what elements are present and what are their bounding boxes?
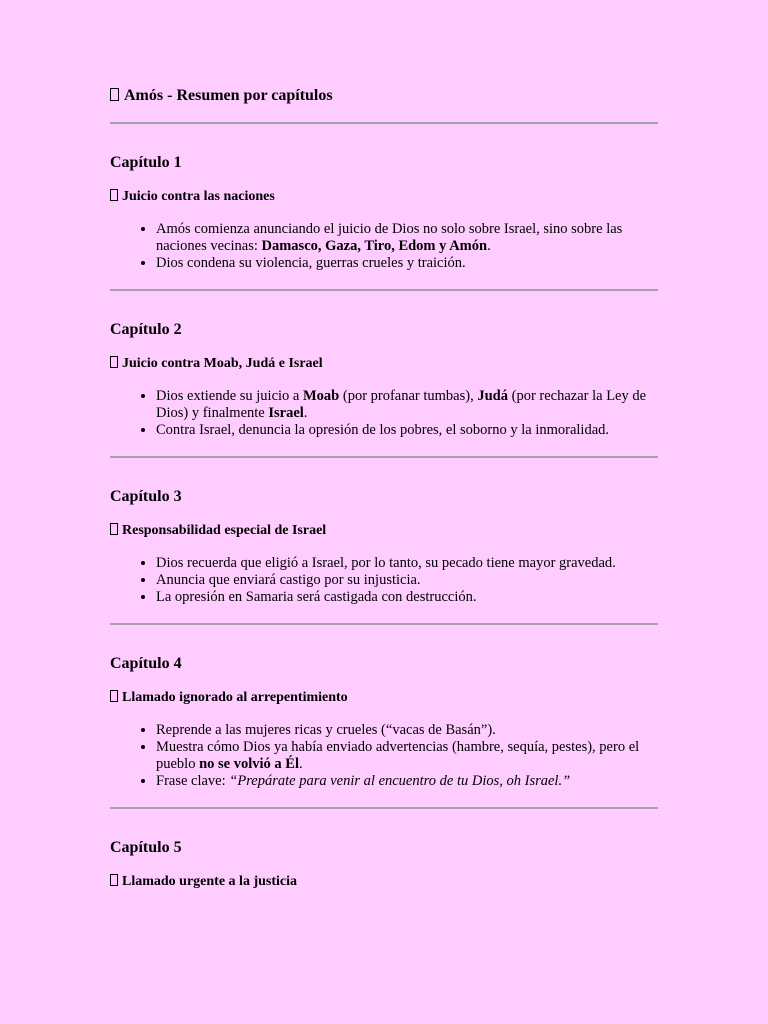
section-heading: [110, 689, 658, 707]
bullet-text: La opresión en Samaria será castigada con destrucción.: [156, 589, 477, 605]
bullet-text: Dios recuerda que eligió a Israel, por lo tanto, su pecado tiene mayor gravedad.: [156, 555, 616, 571]
bullet-item: [156, 739, 658, 773]
bullet-item: [156, 221, 658, 255]
chapter-heading: Capítulo 3: [110, 488, 182, 505]
bullet-item: [156, 773, 658, 790]
italic-text: “Prepárate para venir al encuentro de tu Dios, oh Israel.”: [229, 773, 571, 789]
bullet-text: .: [487, 238, 491, 254]
document-content: [110, 84, 658, 891]
bullet-text: .: [303, 405, 308, 421]
missing-glyph-icon: [110, 874, 118, 886]
section-heading: [110, 188, 658, 206]
missing-glyph-icon: [110, 189, 118, 201]
section-heading: [110, 355, 658, 373]
bullet-text: Anuncia que enviará castigo por su injusticia.: [156, 572, 421, 588]
chapter-heading: Capítulo 5: [110, 839, 182, 856]
missing-glyph-icon: [110, 356, 118, 368]
bullet-list: [110, 388, 658, 439]
bold-text: no se volvió a Él: [199, 756, 299, 772]
bullet-text: (por rechazar la Ley de Dios) y finalmente: [156, 388, 647, 421]
bullet-item: [156, 388, 658, 422]
chapter-heading: Capítulo 2: [110, 321, 182, 338]
bold-text: Judá: [477, 388, 508, 404]
section-heading-text: Juicio contra las naciones: [122, 189, 275, 204]
bullet-list: [110, 555, 658, 606]
bullet-item: [156, 422, 658, 439]
section-heading: [110, 522, 658, 540]
bullet-text: Muestra cómo Dios ya había enviado advertencias (hambre, sequía, pestes), pero el pueblo: [156, 739, 640, 772]
bullet-list: [110, 722, 658, 790]
bold-text: Moab: [302, 388, 340, 404]
bullet-text: Dios condena su violencia, guerras crueles y traición.: [156, 255, 466, 271]
bullet-text: Frase clave:: [156, 773, 230, 789]
missing-glyph-icon: [110, 88, 119, 101]
section-heading-text: Responsabilidad especial de Israel: [122, 523, 327, 538]
bullet-item: [156, 555, 658, 572]
bullet-text: Amós comienza anunciando el juicio de Dios no solo sobre Israel, sino sobre las naciones vecinas:: [156, 221, 623, 254]
bullet-text: .: [299, 756, 303, 772]
bold-text: Damasco, Gaza, Tiro, Edom y Amón: [261, 238, 488, 254]
bold-text: Israel: [268, 405, 304, 421]
bullet-text: Dios extiende su juicio a: [156, 388, 303, 404]
bullet-text: Contra Israel, denuncia la opresión de los pobres, el soborno y la inmoralidad.: [156, 422, 610, 438]
bullet-item: [156, 572, 658, 589]
section-heading-text: Juicio contra Moab, Judá e Israel: [122, 356, 323, 371]
bullet-item: [156, 589, 658, 606]
bullet-item: [156, 722, 658, 739]
bullet-text: (por profanar tumbas),: [339, 388, 478, 404]
bullet-list: [110, 221, 658, 272]
missing-glyph-icon: [110, 690, 118, 702]
section-heading-text: Llamado urgente a la justicia: [122, 874, 297, 889]
section-heading-text: Llamado ignorado al arrepentimiento: [122, 690, 348, 705]
bullet-text: Reprende a las mujeres ricas y crueles (“vacas de Basán”).: [156, 722, 496, 738]
document-title-text: Amós - Resumen por capítulos: [124, 87, 333, 104]
document-title: [110, 84, 658, 108]
chapter-heading: Capítulo 4: [110, 655, 182, 672]
missing-glyph-icon: [110, 523, 118, 535]
chapter-heading: Capítulo 1: [110, 154, 182, 171]
bullet-item: [156, 255, 658, 272]
section-heading: [110, 873, 658, 891]
